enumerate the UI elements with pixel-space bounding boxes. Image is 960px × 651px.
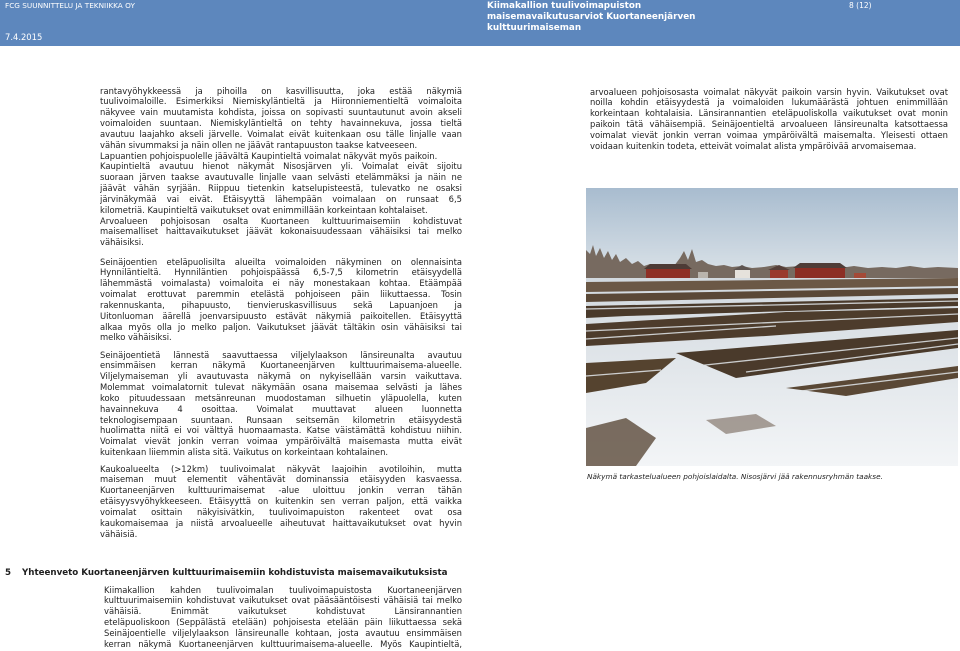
text-line: havainnekuva 4 osoittaa. Voimalat muuttavat alueen luonnetta: [100, 403, 462, 414]
text-line: Voimalat vievät jonkin verran voimaa ympäröivältä maisemasta mutta eivät: [100, 436, 462, 447]
landscape-photo: [586, 188, 958, 466]
text-line: etäisyysvyöhykkeeseen. Etäisyyttä on kuitenkin sen verran paljon, että vaikka: [100, 496, 462, 507]
text-line: Seinäjoentien eteläpuolisilta alueilta voimaloiden näkyminen on olennaisinta: [100, 256, 462, 267]
text-line: maiseman muut elementit vähentävät dominanssia etäisyyden kasvaessa.: [100, 474, 462, 485]
text-line: vähäisiä. Enimmät vaikutukset kohdistuvat Länsirannantien: [104, 606, 462, 617]
document-title: [487, 1, 695, 34]
text-line: kaukomaisemaa ja niistä arvoalueelle aiheutuvat haittavaikutukset ovat hyvin: [100, 517, 462, 528]
text-line: suoraan järven taakse avautuvalle linjalle vaan selvästi etelämmäksi ja näin ne: [100, 172, 462, 183]
text-line: eteläpuoliskoon (Seppälästä etelään) pohjoisesta etelään päin liikuttaessa sekä: [104, 617, 462, 628]
text-line: Kaupintieltä avautuu hienot näkymät Nisosjärven yli. Voimalat eivät sijoitu: [100, 161, 462, 172]
text-line: alkaa myös olla jo melko paljon. Vaikutukset jäävät tältäkin osin vähäisiksi tai: [100, 321, 462, 332]
text-line: maisemalliset haittavaikutukset jäävät kokonaisuudessaan vähäisiksi tai melko: [100, 226, 462, 237]
text-line: rantavyöhykkeessä ja pihoilla on kasvillisuutta, joka estää näkymiä: [100, 85, 462, 96]
text-line: rakennuskanta, pihapuusto, tienvieruskasvillisuus sekä Lapuanjoen ja: [100, 299, 462, 310]
text-line: kulttuurimaisemiin kohdistuvat vaikutukset ovat pääsääntöisesti vähäisiä tai melko: [104, 595, 462, 606]
text-line: Kaukoalueelta (>12km) tuulivoimalat näkyvät laajoihin avotiloihin, mutta: [100, 463, 462, 474]
text-line: vähäisiksi.: [100, 237, 144, 248]
text-line: voimaloiden suuntaan. Niemiskyläntieltä on tehty havainnekuva, jossa tieltä: [100, 118, 462, 129]
shed: [698, 272, 708, 279]
section-heading: Yhteenveto Kuortaneenjärven kulttuurimaisemiin kohdistuvista maisemavaikutuksista: [22, 567, 448, 578]
text-line: vähän sivummaksi ja näin ollen ne jäävät rantapuuston taakse katveeseen.: [100, 139, 418, 150]
text-line: melko vähäisiksi.: [100, 332, 172, 343]
text-line: jäävät vähän syrjään. Riippuu tietenkin katselupisteestä, tulevatko ne osaksi: [100, 183, 462, 194]
document-title-line: maisemavaikutusarviot Kuortaneenjärven: [487, 11, 696, 22]
text-line: Kiimakallion kahden tuulivoimalan tuulivoimapuistosta Kuortaneenjärven: [104, 584, 462, 595]
landscape-photo-drawing: [586, 188, 958, 466]
text-line: Seinäjoentielle viljelylaakson länsireunalle kohtaan, josta avautuu ensimmäisen: [104, 627, 462, 638]
text-line: lähemmästä voimalasta) voimaloita ei näy monestakaan kohtaa. Etäämpää: [100, 278, 462, 289]
document-date: 7.4.2015: [5, 32, 43, 42]
text-line: teknologisempaan suuntaan. Runsaan seitsemän kilometrin etäisyydestä: [100, 414, 462, 425]
text-line: järvinäkymää vai eivät. Etäisyyttä lähempään voimalaan on runsaat 6,5: [100, 193, 462, 204]
paragraph: [100, 464, 462, 540]
text-line: Viljelymaiseman yli avautuvasta näkymä on nykyisellään varsin vaikuttava.: [100, 371, 462, 382]
text-line: kilometriä. Kaupintieltä vaikutukset ovat enimmillään korkeintaan kohtalaiset.: [100, 204, 428, 215]
barn-roof: [644, 264, 692, 269]
text-line: Lapuantien pohjoispuolelle jäävältä Kaupintieltä voimalat näkyvät myös paikoin.: [100, 150, 438, 161]
text-line: korkeintaan kohtalaisia. Länsirannantien eteläpuoliskolla vaikutukset ovat monin: [590, 108, 948, 119]
text-line: avautuu laajahko akseli järvelle. Voimalat eivät kuitenkaan osu tälle linjalle vaan: [100, 128, 462, 139]
paragraph: [104, 585, 462, 650]
red-barn: [795, 268, 845, 279]
text-line: kuitenkaan liiemmin alista sitä. Vaikutus on korkeintaan kohtalainen.: [100, 447, 389, 458]
red-house: [770, 270, 788, 279]
text-line: arvoalueen pohjoisosasta voimalat näkyvät paikoin varsin hyvin. Vaikutukset ovat: [590, 86, 948, 97]
text-line: voimalat osittain näkyisivätkin, tuulivoimapuiston rakenteet ovat osa: [100, 506, 462, 517]
document-title-line: kulttuurimaiseman: [487, 22, 582, 33]
text-line: voidaan kuitenkin todeta, etteivät voimalat alista ympäröivää arvomaisemaa.: [590, 140, 917, 151]
company-name: FCG SUUNNITTELU JA TEKNIIKKA OY: [5, 0, 135, 10]
text-line: Seinäjoentietä lännestä saavuttaessa viljelylaakson länsireunalta avautuu: [100, 349, 462, 360]
section-number: 5: [5, 567, 12, 578]
page-number: 8 (12): [849, 0, 872, 10]
text-line: huolimatta niitä ei voi välttyä huomaamasta. Katse väistämättä kohdistuu niihin.: [100, 425, 462, 436]
text-line: kerran näkymä Kuortaneenjärven kulttuurimaisema-alueelle. Myös Kaupintieltä,: [104, 638, 462, 649]
text-line: voimalat vievät jonkin verran voimaa ympäröivältä maisemalta. Yleisesti ottaen: [590, 129, 948, 140]
text-line: tuulivoimaloille. Esimerkiksi Niemiskyläntieltä ja Hiironniementieltä voimaloita: [100, 96, 462, 107]
barn-roof: [793, 263, 847, 268]
text-line: Molemmat voimalatornit tulevat näkymään osana maisemaa selvästi ja lähes: [100, 382, 462, 393]
paragraph: [100, 257, 462, 344]
text-line: ensimmäisen kerran näkymä Kuortaneenjärven kulttuurimaisema-alueelle.: [100, 360, 462, 371]
text-line: koko pituudessaan metsänreunan muodostaman silhuetin yläpuolella, kuten: [100, 392, 462, 403]
document-title-line: Kiimakallion tuulivoimapuiston: [487, 0, 642, 11]
photo-caption: Näkymä tarkastelualueen pohjoislaidalta. Nisosjärvi jää rakennusryhmän taakse.: [587, 472, 883, 481]
text-line: vähäisiä.: [100, 528, 138, 539]
text-line: Hynniläntieltä. Hynniläntien pohjoispäässä 6,5-7,5 kilometrin etäisyydellä: [100, 267, 462, 278]
text-line: voimalat erottuvat paremmin etelästä pohjoiseen päin liikuttaessa. Tosin: [100, 289, 462, 300]
text-line: Arvoalueen pohjoisosan osalta Kuortaneen kulttuurimaisemiin kohdistuvat: [100, 215, 462, 226]
text-line: näkyvee vain muutamista kohdista, joissa on sopivasti suuntautunut avoin akseli: [100, 107, 462, 118]
white-house: [735, 270, 750, 278]
text-line: Uitonluoman äärellä joenvarsipuusto estävät näkymiä paikoitellen. Etäisyyttä: [100, 310, 462, 321]
paragraph: [100, 350, 462, 458]
paragraph: [100, 86, 462, 249]
paragraph: [590, 87, 948, 152]
text-line: paikoin tätä vähäisempiä. Seinäjoentieltä arvoalueen länsireunalta katsottaessa: [590, 119, 948, 130]
header-band: [0, 0, 960, 46]
text-line: noilla kohdin etäisyydestä ja voimaloiden lukumäärästä johtuen enimmillään: [590, 97, 948, 108]
text-line: Kuortaneenjärven kulttuurimaisemat -alue uloittuu jonkin verran tähän: [100, 485, 462, 496]
